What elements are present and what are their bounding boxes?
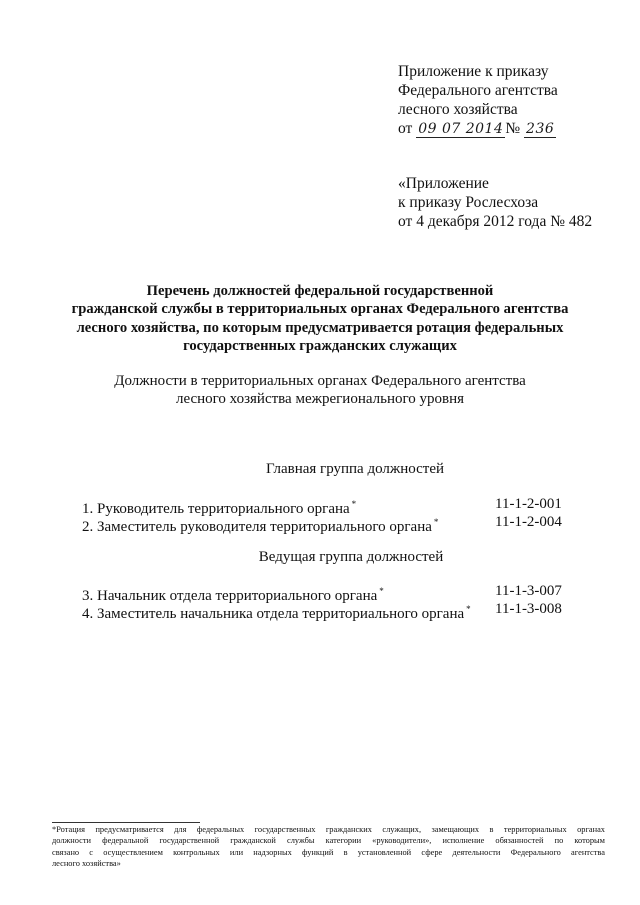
approval-date-line <box>398 119 558 139</box>
approval-line-3: лесного хозяйства <box>398 101 518 118</box>
position-code: 11-1-3-007 <box>495 583 562 599</box>
footnote-line-1: *Ротация предусматривается для федеральных государственных гражданских служащих, замещающих в территориальных органах <box>52 825 605 834</box>
position-code: 11-1-3-008 <box>495 601 562 617</box>
footnote <box>52 824 605 870</box>
footnote-line-3: связано с осуществлением контрольных или надзорных функций в установленной сфере деятельности Федерального агентства <box>52 847 605 857</box>
position-item <box>82 513 438 536</box>
group-heading-main: Главная группа должностей <box>265 461 445 477</box>
title-line-4: государственных гражданских служащих <box>183 337 457 354</box>
approval-handwritten-date: 09 07 2014 <box>418 121 504 137</box>
position-code: 11-1-2-004 <box>495 514 562 530</box>
title-line-2: гражданской службы в территориальных органах Федерального агентства <box>71 301 569 318</box>
document-subtitle <box>0 372 640 408</box>
reference-line-1: «Приложение <box>398 175 489 192</box>
reference-line-3: от 4 декабря 2012 года № 482 <box>398 213 593 230</box>
approval-line-2: Федерального агентства <box>398 82 558 99</box>
original-reference-block <box>398 174 592 231</box>
approval-line-1: Приложение к приказу <box>398 63 549 80</box>
position-item <box>82 600 471 623</box>
position-title: 3. Начальник отдела территориального органа <box>82 588 378 604</box>
position-code: 11-1-2-001 <box>495 496 562 512</box>
footnote-divider <box>52 822 200 823</box>
document-title <box>0 282 640 355</box>
position-title: 2. Заместитель руководителя территориального органа <box>82 519 432 535</box>
group-heading-leading: Ведущая группа должностей <box>258 549 444 565</box>
footnote-mark: * <box>351 499 357 509</box>
footnote-line-2: должности федеральной государственной гражданской службы категории «руководители», исполнение обязанностей по которым <box>52 836 605 846</box>
subtitle-line-2: лесного хозяйства межрегионального уровня <box>175 391 465 407</box>
title-line-3: лесного хозяйства, по которым предусматривается ротация федеральных <box>76 319 564 336</box>
approval-handwritten-number: 236 <box>526 121 555 137</box>
subtitle-line-1: Должности в территориальных органах Федерального агентства <box>114 373 526 389</box>
footnote-mark: * <box>433 517 439 527</box>
title-line-1: Перечень должностей федеральной государственной <box>146 283 494 299</box>
footnote-mark: * <box>379 586 384 596</box>
position-title: 1. Руководитель территориального органа <box>82 501 350 517</box>
approval-number-label: № <box>505 120 521 137</box>
footnote-line-4: лесного хозяйства» <box>52 859 121 869</box>
approval-from-label: от <box>398 120 413 137</box>
approval-block <box>398 62 558 139</box>
position-title: 4. Заместитель начальника отдела территориального органа <box>82 606 465 622</box>
reference-line-2: к приказу Рослесхоза <box>398 194 539 211</box>
footnote-mark: * <box>466 604 471 614</box>
